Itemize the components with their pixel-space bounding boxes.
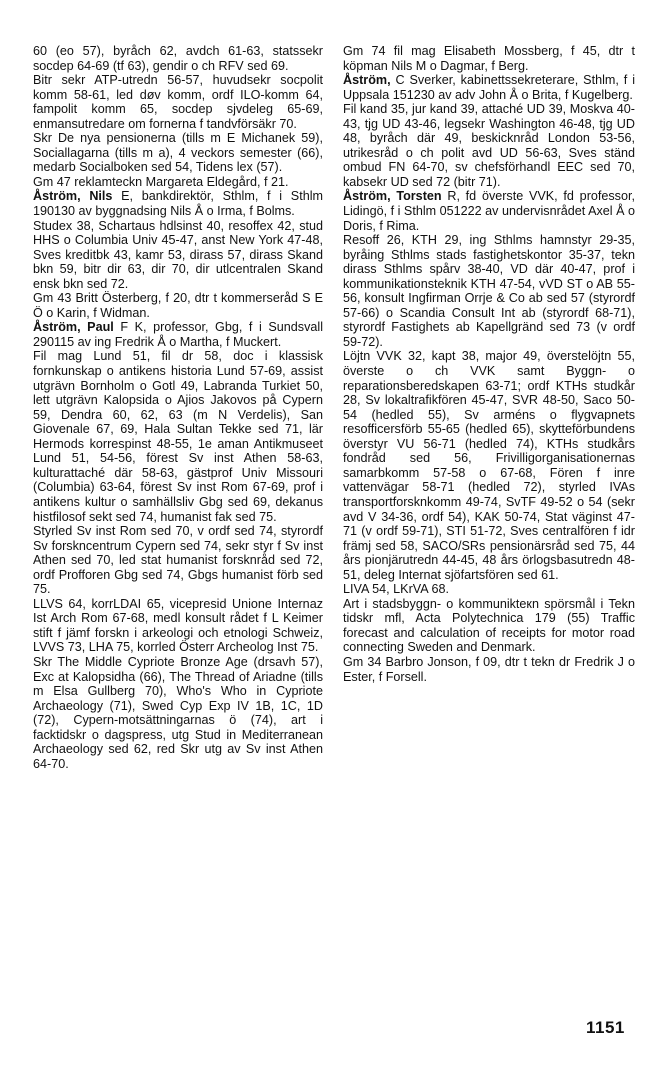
text-paragraph bbox=[33, 291, 323, 320]
entry-intro: kabinettssekreterare, Sthlm, f i Uppsala 151230 av adv John Å o Brita, f Kugelberg. bbox=[343, 73, 635, 102]
right-column bbox=[343, 44, 635, 684]
text-paragraph bbox=[33, 597, 323, 655]
paragraph-text: Art i stadsbyggn- o kommunikteкn spörsmål i Tekn tidskr mfl, Acta Polytechnica 179 (55) Traffic forecast and calculation of receipts for motor road connecting Sweden and Denmark. bbox=[343, 596, 635, 655]
entry-intro: F K, professor, Gbg, f i Sundsvall 290115 av ing Fredrik Å o Martha, f Muckert. bbox=[33, 320, 324, 349]
entry-intro: E, bankdirektör, Sthlm, f i Sthlm 190130 av byggnadsing Nils Å o Irma, f Bolms. bbox=[33, 189, 323, 219]
paragraph-text: Skr De nya pensionerna (tills m E Michanek 59), Sociallagarna (tills m a), 4 veckors semester (66), medarb Socialboken sed 54, Tidens lex (57). bbox=[33, 131, 323, 175]
text-paragraph bbox=[343, 655, 635, 684]
text-paragraph bbox=[33, 73, 323, 131]
paragraph-text: Studex 38, Schartaus hdlsinst 40, resoffex 42, stud HHS o Columbia Univ 45-47, anst New York 47-48, Sves kreditbk 43, kamr 53, dirass 57, dirass Skand bkn 59, bitr dir 63, dir 70, dir utlcentralen Skand ensk bkn sed 72. bbox=[33, 218, 323, 291]
text-paragraph bbox=[33, 219, 323, 292]
text-paragraph bbox=[343, 44, 635, 73]
entry-name: Åström, Nils bbox=[33, 189, 113, 204]
paragraph-text: 60 (eo 57), byråch 62, avdch 61-63, statssekr socdep 64-69 (tf 63), gendir o ch RFV sed 69. bbox=[33, 44, 323, 73]
text-paragraph bbox=[33, 131, 323, 175]
paragraph-text: Bitr sekr ATP-utredn 56-57, huvudsekr socpolit komm 58-61, led døv komm, ordf ILO-komm 64, fampolit komm 65, socdep sjvdeleg 65-69, enmansutredare om fornerna f tandvförsäkr 70. bbox=[33, 73, 323, 131]
entry-heading bbox=[343, 189, 635, 233]
paragraph-text: Fil kand 35, jur kand 39, attaché UD 39, Moskva 40-43, tjg UD 43-46, legsekr Washington 46-48, tjg UD 48, byråch där 49, beskicknråd London 53-56, utrikesråd o ch polit avd UD 56-63, Sves ständ ombud FN 64-70, sv chefsförhandl EEC sed 70, kabsekr UD sed 72 (bitr 71). bbox=[343, 102, 635, 189]
entry-heading bbox=[33, 320, 323, 349]
paragraph-text: Gm 43 Britt Österberg, f 20, dtr t kommerseråd S E Ö o Karin, f Widman. bbox=[33, 291, 323, 320]
text-paragraph bbox=[343, 597, 635, 655]
page-number: 1151 bbox=[586, 1018, 625, 1037]
entry-name-continued: C Sverker, bbox=[395, 73, 456, 88]
paragraph-text: Gm 34 Barbro Jonson, f 09, dtr t tekn dr Fredrik J o Ester, f Forsell. bbox=[343, 654, 635, 684]
text-paragraph bbox=[33, 655, 323, 771]
paragraph-text: LIVA 54, LKrVA 68. bbox=[343, 582, 449, 597]
paragraph-text: Resoff 26, KTH 29, ing Sthlms hamnstyr 29-35, byråing Sthlms stads fastighetskontor 35-37, tekn dirass Sthlms spårv 38-40, VD där 40-47, prof i kommunikationsteknik KTH 47-54, vVD ST o AB 55-56, konsult Ingfirman Orrje & Co ab sed 57 (styrordf 57-66) o Scandia Consult Int ab (styrordf 68-71), styrordf Fastighets ab Kapellgränd sed 73 (v ordf 59-72). bbox=[343, 233, 635, 349]
paragraph-text: Löjtn VVK 32, kapt 38, major 49, överstelöjtn 55, överste o ch VVK samt Byggn- o reparationsberedskapen 63-71; ordf KTHs studkår 28, Sv lokaltrafikfören 45-47, SVR 48-50, Saco 50-54 (hedled 55), Sv arméns o flygvapnets resofficersförb 55-65 (hedled 65), skytteförbundens överstyr VU 56-71 (hedled 74), KTHs studkårs fondråd sed 56, Frivilligorganisationernas samarbkomm 57-58 o 67-68, Fören f inre vattenvägar 58-71 (hedled 72), styrled IVAs transportforsknkomm 49-74, SvTF 49-52 o 54 (sekr avd V 34-36, ordf 54), KAK 50-74, Stat väginst 47-71 (v ordf 59-71), STI 51-72, Sves centralfören f idr främj sed 58, SACO/SRs pensionärsråd sed 75, 44 års pionjärutredn 44-45, 48 års örlogsbasutredn 48-51, deleg Internat sjöfartsfören sed 61. bbox=[343, 349, 635, 582]
paragraph-text: Gm 47 reklamteckn Margareta Eldegård, f 21. bbox=[33, 174, 289, 189]
text-paragraph bbox=[33, 524, 323, 597]
left-column bbox=[33, 44, 323, 771]
paragraph-text: Gm 74 fil mag Elisabeth Mossberg, f 45, dtr t köpman Nils M o Dagmar, f Berg. bbox=[343, 44, 635, 73]
entry-name: Åström, bbox=[343, 73, 391, 88]
text-paragraph bbox=[33, 44, 323, 73]
text-paragraph bbox=[343, 582, 635, 597]
text-paragraph bbox=[33, 349, 323, 524]
paragraph-text: Styrled Sv inst Rom sed 70, v ordf sed 74, styrordf Sv forskncentrum Cypern sed 74, sekr styr f Sv inst Athen sed 70, led stat humanist forsknråd sed 72, ordf Profforen Gbg sed 74, Gbgs humanist förb sed 75. bbox=[33, 524, 323, 597]
paragraph-text: Fil mag Lund 51, fil dr 58, doc i klassisk fornkunskap o antikens historia Lund 57-69, assist utgrävn Bornholm o Gotl 49, Labranda Turkiet 50, lett utgrävn Kalopsida o Ajios Jakovos på Cypern 59, Dendra 60, 62, 63 (m N Verdelis), San Giovenale 67, 69, Hala Sultan Tekke sed 71, lär Hermods korrespinst 48-55, 1e aman Antikmuseet Lund 51, 54-56, förest Sv inst Athen 58-63, kulturattaché där 58-63, gästprof Univ Missouri (Columbia) 63-64, förest Sv inst Rom 67-69, prof i antikens kultur o samhällsliv Gbg sed 69, dekanus histfilosof sekt sed 74, humanist fak sed 75. bbox=[33, 349, 323, 524]
paragraph-text: Skr The Middle Cypriote Bronze Age (drsavh 57), Exc at Kalopsidha (66), The Thread of Ariadne (tills m Elsa Gullberg 70), Who's Who in Cypriote Archaeology (71), Swed Cyp Exp IV 1B, 1C, 1D (72), Cypern-motsättningarnas ö (74), art i facktidskr o dagspress, utg Stud in Mediterranean Archaeology sed 62, red Skr utg av Sv inst Athen 64-70. bbox=[33, 654, 323, 771]
text-paragraph bbox=[343, 233, 635, 349]
entry-name: Åström, Paul bbox=[33, 320, 114, 335]
entry-intro: R, fd överste VVK, fd professor, Lidingö, f i Sthlm 051222 av undervisnrådet Axel Å o Doris, f Rima. bbox=[343, 189, 635, 233]
text-paragraph bbox=[33, 175, 323, 190]
entry-heading bbox=[343, 73, 635, 102]
entry-name: Åström, Torsten bbox=[343, 189, 442, 204]
paragraph-text: LLVS 64, korrLDAI 65, vicepresid Unione Internaz Ist Arch Rom 67-68, medl konsult rådet f L Keimer stift f jämf forskn i arkeologi och etnologi Schweiz, LVVS 73, LHA 75, korrled Österr Archeolog Inst 75. bbox=[33, 596, 323, 655]
entry-heading bbox=[33, 189, 323, 218]
text-paragraph bbox=[343, 102, 635, 189]
text-paragraph bbox=[343, 349, 635, 582]
